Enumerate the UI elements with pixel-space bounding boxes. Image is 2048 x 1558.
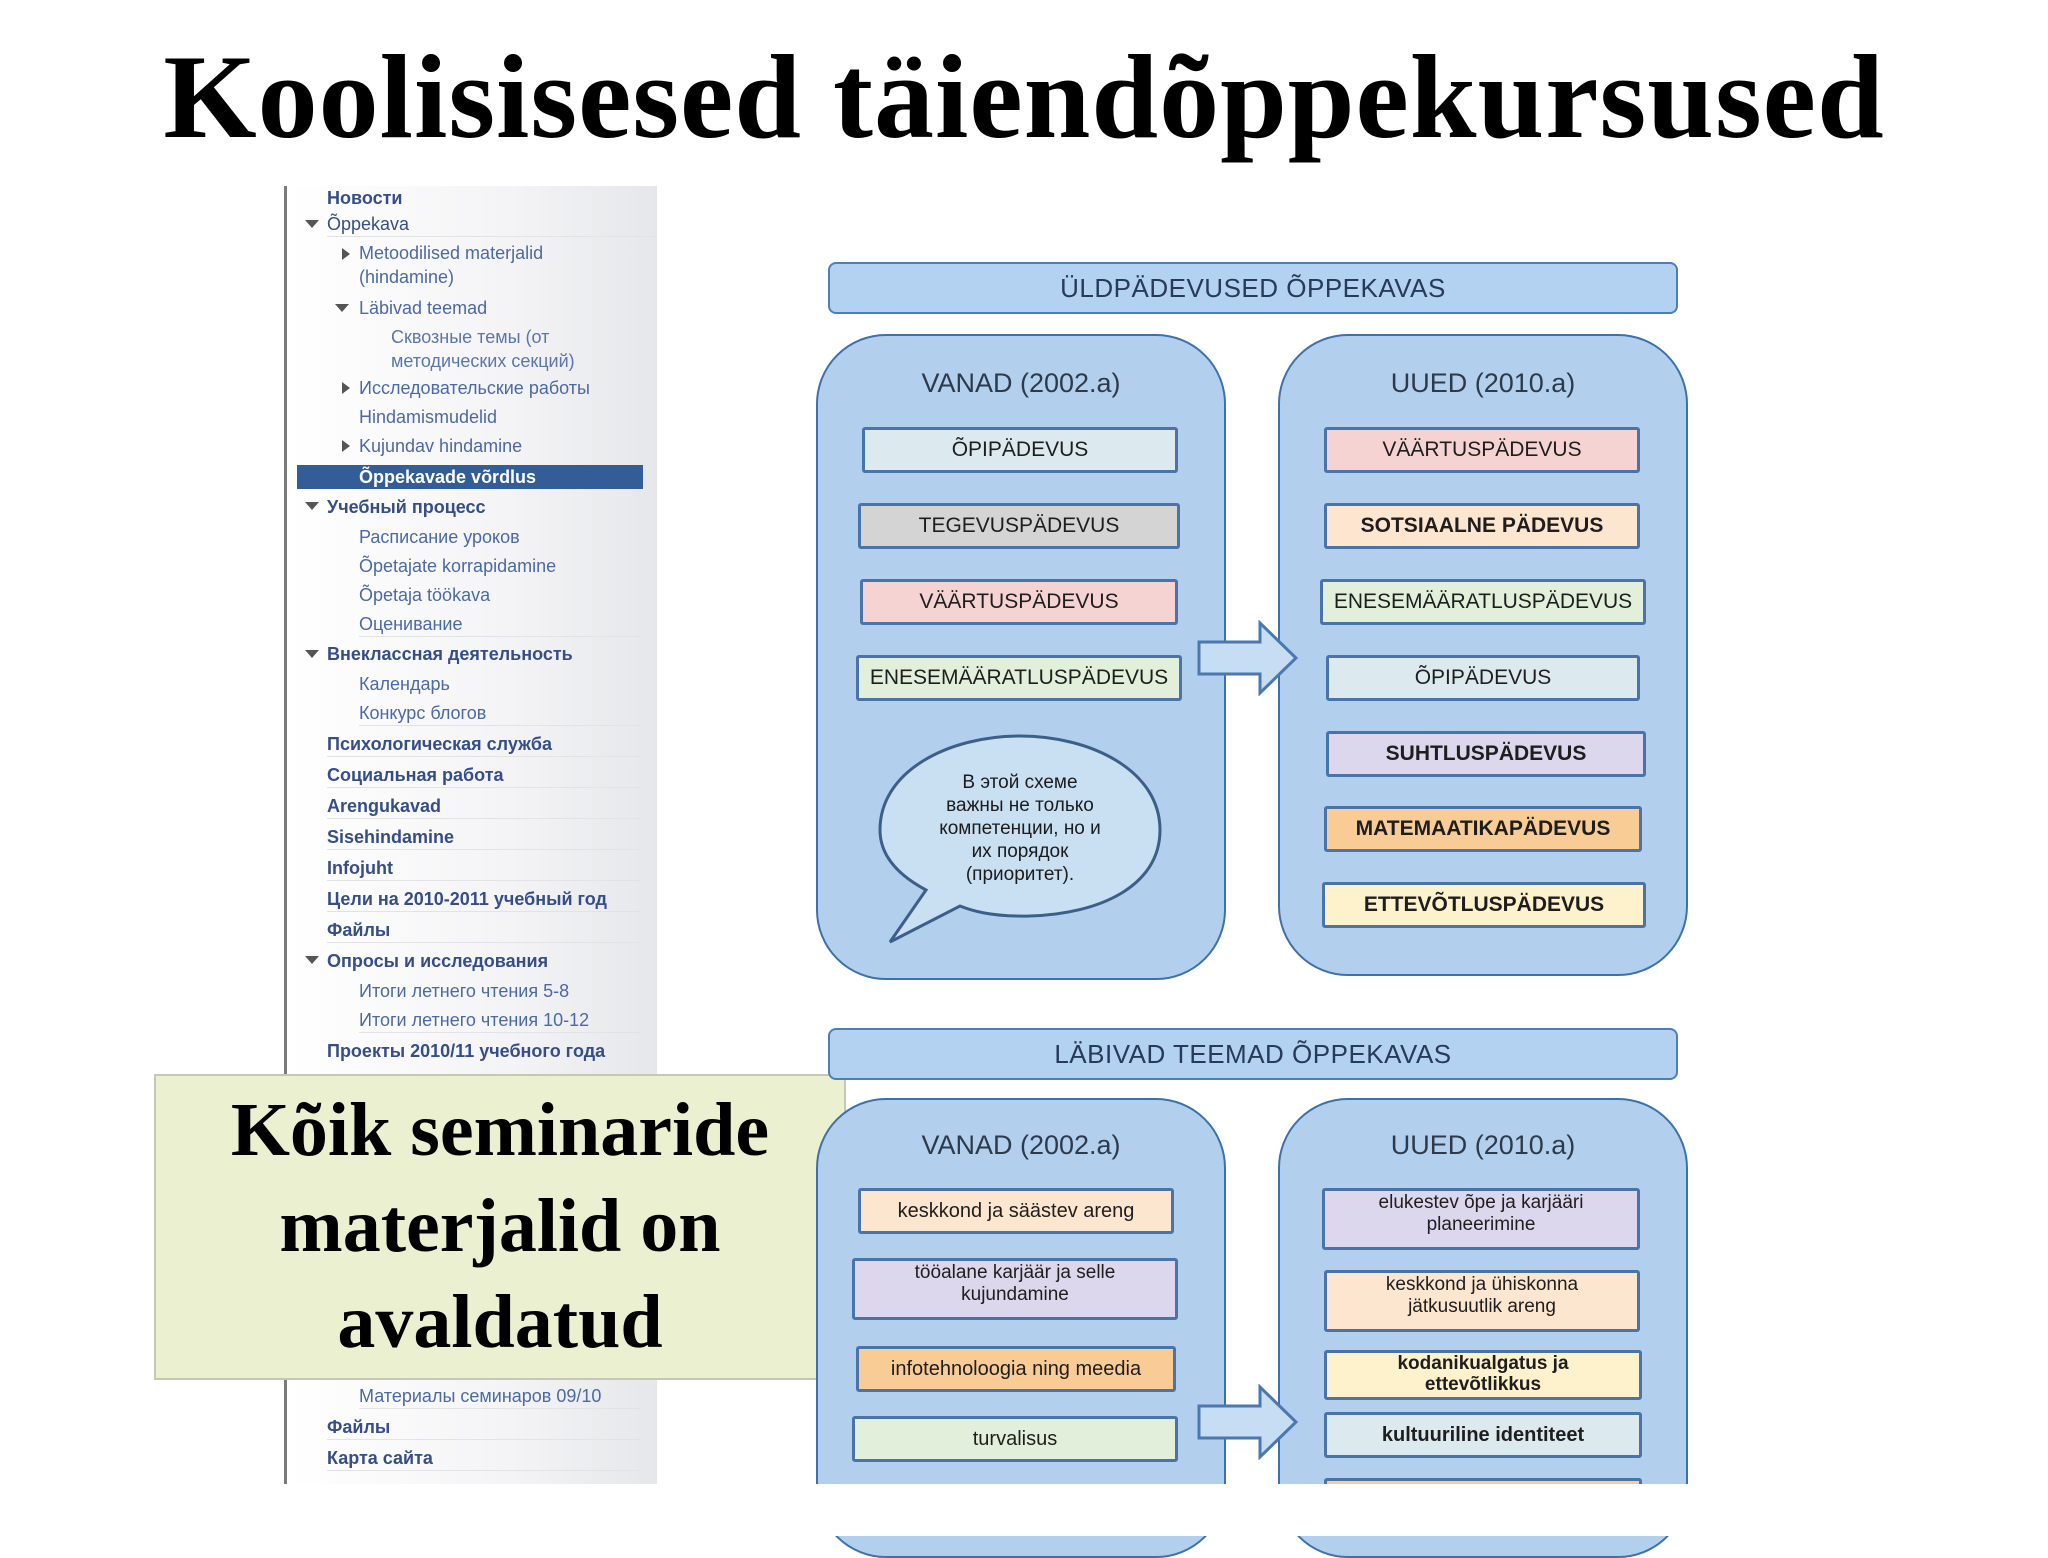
pill-new-suhtluspadevus: SUHTLUSPÄDEVUS xyxy=(1326,731,1646,777)
slide-title: Koolisisesed täiendõppekursused xyxy=(163,30,1885,163)
sidebar-item-metoodilised[interactable]: Metoodilised materjalid (hindamine) xyxy=(359,243,544,287)
sidebar-item-issledovatelskie[interactable]: Исследовательские работы xyxy=(359,378,590,398)
pill-old-keskkond: keskkond ja säästev areng xyxy=(858,1188,1174,1234)
sidebar-item-infojuht[interactable]: Infojuht xyxy=(327,856,641,881)
callout-line-1: Kõik seminaride xyxy=(230,1088,770,1172)
sidebar-item-faily-2[interactable]: Файлы xyxy=(327,1415,641,1440)
arrow-right-icon xyxy=(1196,620,1302,696)
pill-line: ettevõtlikkus xyxy=(1424,1374,1542,1395)
pill-new-elukestev xyxy=(1322,1188,1640,1250)
pill-line: planeerimine xyxy=(1426,1214,1536,1235)
pill-old-turvalisus: turvalisus xyxy=(852,1416,1178,1462)
pill-new-kodanikualgatus xyxy=(1324,1350,1642,1400)
sidebar-item-novosti[interactable]: Новости xyxy=(327,188,403,208)
sidebar-item-raspisanie[interactable]: Расписание уроков xyxy=(359,527,520,547)
sidebar-item-oppekava[interactable]: Õppekava xyxy=(327,212,657,237)
pill-old-vaartuspadevus: VÄÄRTUSPÄDEVUS xyxy=(860,579,1178,625)
panel-title-old: VANAD (2002.a) xyxy=(921,368,1121,398)
arrow-right-icon xyxy=(1196,1384,1302,1460)
sidebar-item-tookava[interactable]: Õpetaja töökava xyxy=(359,585,491,605)
sidebar-item-socialnaya[interactable]: Социальная работа xyxy=(327,763,641,788)
pill-new-opipadevus: ÕPIPÄDEVUS xyxy=(1326,655,1640,701)
pill-new-ettevotluspadevus: ETTEVÕTLUSPÄDEVUS xyxy=(1322,882,1646,928)
sidebar-item-hindamismudelid[interactable]: Hindamismudelid xyxy=(359,407,498,427)
pill-new-sotsiaalne: SOTSIAALNE PÄDEVUS xyxy=(1324,503,1640,549)
sidebar-item-psihologicheskaya[interactable]: Психологическая служба xyxy=(327,732,641,757)
sidebar-item-proekty[interactable]: Проекты 2010/11 учебного года xyxy=(327,1041,606,1061)
sidebar-item-materialy[interactable]: Материалы семинаров 09/10 xyxy=(359,1384,641,1409)
pill-new-kultuuriline: kultuuriline identiteet xyxy=(1324,1412,1642,1458)
pill-old-enesemaaratluspadevus: ENESEMÄÄRATLUSPÄDEVUS xyxy=(856,655,1182,701)
sidebar-item-itogi-5-8[interactable]: Итоги летнего чтения 5-8 xyxy=(359,981,570,1001)
panel-title-new: UUED (2010.a) xyxy=(1390,368,1576,398)
bubble-line-4: их порядок xyxy=(971,841,1069,862)
bubble-line-3: компетенции, но и xyxy=(939,818,1101,839)
sidebar-item-vneklassnaya[interactable]: Внеклассная деятельность xyxy=(327,644,573,664)
bottom-crop xyxy=(0,1484,2048,1536)
bubble-line-1: В этой схеме xyxy=(962,772,1078,793)
chevron-down-icon[interactable] xyxy=(335,304,349,312)
pill-old-infotehnoloogia: infotehnoloogia ning meedia xyxy=(856,1346,1176,1392)
sidebar-item-karta-saita[interactable]: Карта сайта xyxy=(327,1446,641,1471)
pill-line: jätkusuutlik areng xyxy=(1408,1296,1556,1317)
pill-old-tooalane xyxy=(852,1258,1178,1320)
banner-uldpadevused: ÜLDPÄDEVUSED ÕPPEKAVAS xyxy=(828,262,1678,314)
sidebar-item-uchebnyi[interactable]: Учебный процесс xyxy=(327,497,486,517)
pill-old-opipadevus: ÕPIPÄDEVUS xyxy=(862,427,1178,473)
pill-line: tööalane karjäär ja selle xyxy=(914,1262,1116,1283)
sidebar-item-kujundav[interactable]: Kujundav hindamine xyxy=(359,436,523,456)
sidebar-item-kalendar[interactable]: Календарь xyxy=(359,674,450,694)
pill-line: kodanikualgatus ja xyxy=(1397,1353,1569,1374)
chevron-down-icon[interactable] xyxy=(305,650,319,658)
callout-line-3: avaldatud xyxy=(337,1280,663,1364)
pill-line: elukestev õpe ja karjääri xyxy=(1378,1192,1584,1213)
panel-title-old-themes: VANAD (2002.a) xyxy=(921,1130,1121,1160)
sidebar-item-label: Õppekavade võrdlus xyxy=(359,467,537,487)
chevron-right-icon[interactable] xyxy=(342,248,350,260)
callout-line-2: materjalid on xyxy=(279,1184,721,1268)
sidebar-item-labivad-teemad[interactable]: Läbivad teemad xyxy=(359,298,488,318)
sidebar-item-faily[interactable]: Файлы xyxy=(327,918,641,943)
bubble-line-2: важны не только xyxy=(946,795,1094,816)
pill-new-enesemaaratlus: ENESEMÄÄRATLUSPÄDEVUS xyxy=(1320,579,1646,625)
panel-title-new-themes: UUED (2010.a) xyxy=(1390,1130,1576,1160)
pill-line: keskkond ja ühiskonna xyxy=(1385,1274,1579,1295)
pill-old-tegevuspadevus: TEGEVUSPÄDEVUS xyxy=(858,503,1180,549)
sidebar-item-itogi-10-12[interactable]: Итоги летнего чтения 10-12 xyxy=(359,1008,641,1033)
pill-new-keskkond xyxy=(1324,1270,1640,1332)
chevron-down-icon[interactable] xyxy=(305,502,319,510)
sidebar-item-oppekavade-vordlus-active[interactable] xyxy=(297,465,643,489)
sidebar-item-skvoznye[interactable]: Сквозные темы (от методических секций) xyxy=(391,327,575,371)
sidebar-item-konkurs[interactable]: Конкурс блогов xyxy=(359,701,641,726)
chevron-down-icon[interactable] xyxy=(305,220,319,228)
pill-new-vaartuspadevus: VÄÄRTUSPÄDEVUS xyxy=(1324,427,1640,473)
sidebar-item-otsenivanie[interactable]: Оценивание xyxy=(359,612,641,637)
sidebar-item-korrapidamine[interactable]: Õpetajate korrapidamine xyxy=(359,556,557,576)
banner-labivad-teemad: LÄBIVAD TEEMAD ÕPPEKAVAS xyxy=(828,1028,1678,1080)
sidebar-item-oprosy[interactable]: Опросы и исследования xyxy=(327,951,549,971)
bubble-line-5: (приоритет). xyxy=(965,864,1075,885)
chevron-down-icon[interactable] xyxy=(305,956,319,964)
callout-box xyxy=(154,1074,846,1380)
sidebar-item-arengukavad[interactable]: Arengukavad xyxy=(327,794,641,819)
chevron-right-icon[interactable] xyxy=(342,382,350,394)
chevron-right-icon[interactable] xyxy=(342,440,350,452)
pill-line: kujundamine xyxy=(961,1284,1069,1305)
sidebar-item-sisehindamine[interactable]: Sisehindamine xyxy=(327,825,641,850)
pill-new-matemaatikapadevus: MATEMAATIKAPÄDEVUS xyxy=(1324,806,1642,852)
sidebar-item-celi[interactable]: Цели на 2010-2011 учебный год xyxy=(327,887,641,912)
